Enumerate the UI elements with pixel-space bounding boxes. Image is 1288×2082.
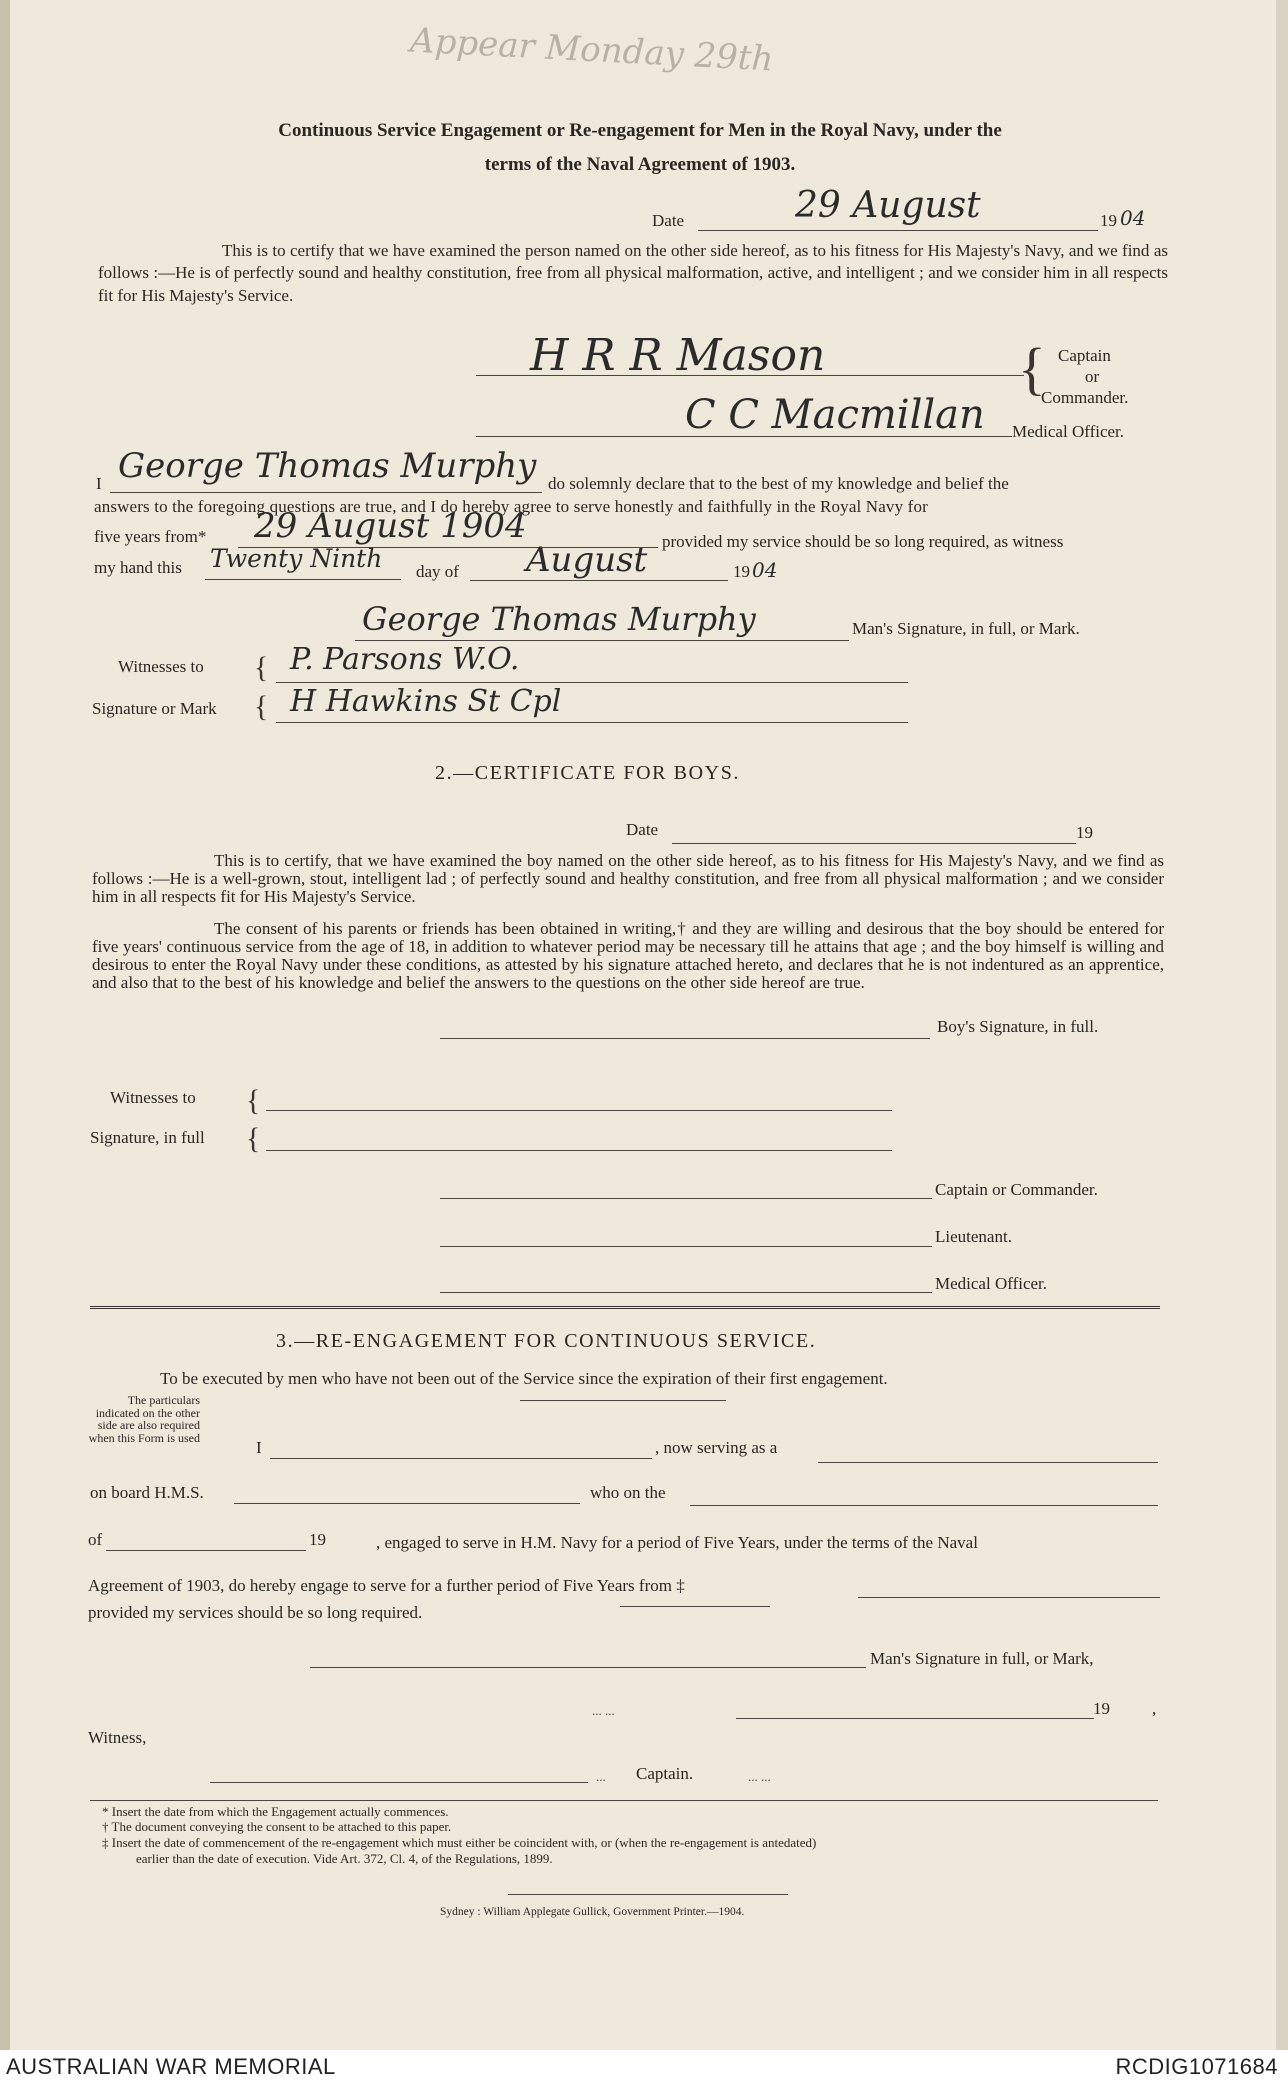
agreement-date-line bbox=[858, 1597, 1160, 1598]
side-note: The particulars indicated on the other side are also required when this Form is used bbox=[88, 1393, 200, 1445]
medical-officer-signature: C C Macmillan bbox=[685, 392, 985, 438]
declarant-name: George Thomas Murphy bbox=[118, 446, 537, 486]
boys-signature-in-full-label: Signature, in full bbox=[90, 1128, 205, 1147]
boys-date-label: Date bbox=[626, 820, 659, 839]
boys-certificate-paragraph2: The consent of his parents or friends has been obtained in writing,† and they are willing and desirous that the boy should be entered for five years' continuous service from the age of 18, in addition to whatever period may be necessary till he attains that age ; and the boy himself is willing and desirous to enter the Royal Navy under these conditions, as attested by his signature attached hereto, and declares that he is not indentured as an apprentice, and also that to the best of his knowledge and belief the answers to the questions on the other side hereof are true. bbox=[92, 919, 1164, 993]
reengage-date-dots: ... ... bbox=[592, 1703, 615, 1718]
boys-medical-officer-label: Medical Officer. bbox=[935, 1274, 1048, 1293]
reengage-captain-dots-after: ... ... bbox=[748, 1769, 771, 1784]
witness-2-signature: H Hawkins St Cpl bbox=[290, 684, 562, 719]
boys-certificate-paragraph1: This is to certify, that we have examined the boy named on the other side hereof, as to his fitness for His Majesty's Navy, and we find as follows :—He is a well-grown, stout, intelligent lad ; of perfectly sound and healthy constitution, and free from all physical malformation ; and we consider him in all respects fit for His Majesty's Service. bbox=[92, 851, 1164, 907]
boys-signature-label: Boy's Signature, in full. bbox=[937, 1017, 1099, 1036]
reengage-man-signature-label: Man's Signature in full, or Mark, bbox=[870, 1649, 1094, 1668]
section-divider bbox=[90, 1306, 1160, 1309]
boys-witness-brace-1: { bbox=[246, 1084, 261, 1117]
boys-lieutenant-label: Lieutenant. bbox=[935, 1227, 1012, 1246]
reengage-i-label: I bbox=[256, 1438, 262, 1457]
boys-witness-2-line bbox=[266, 1150, 892, 1151]
footnote-1: * Insert the date from which the Engagement actually commences. bbox=[102, 1804, 449, 1819]
boys-date-line bbox=[672, 843, 1076, 844]
boys-signature-line bbox=[440, 1038, 930, 1039]
archive-source: AUSTRALIAN WAR MEMORIAL bbox=[6, 2054, 336, 2079]
intro-short-rule bbox=[520, 1400, 726, 1401]
footnote-rule bbox=[90, 1800, 1158, 1801]
witness-1-line bbox=[276, 682, 908, 683]
captain-signature-line bbox=[476, 375, 1024, 376]
medical-officer-line bbox=[476, 436, 1012, 437]
reengage-date-line bbox=[736, 1718, 1094, 1719]
declaration-line2: answers to the foregoing questions are true, and I do hereby agree to serve honestly and faithfully in the Royal Navy for bbox=[94, 497, 928, 516]
agreement-date-line-2 bbox=[620, 1606, 770, 1607]
footnote-3: ‡ Insert the date of commencement of the re-engagement which must either be coincident with, or (when the re-engagement is antedated) bbox=[102, 1835, 817, 1850]
pencil-note: Appear Monday 29th bbox=[409, 20, 775, 80]
fitness-certificate-text: This is to certify that we have examined the person named on the other side hereof, as to his fitness for His Majesty's Navy, and we find as follows :—He is of perfectly sound and healthy constitution, free from all physical malformation, active, and intelligent ; and we consider him in all respects fit for His Majesty's Service. bbox=[98, 241, 1168, 305]
witness-brace-1: { bbox=[254, 651, 269, 684]
my-hand-this: my hand this bbox=[94, 558, 182, 577]
day-line bbox=[205, 579, 401, 580]
reengage-man-signature-line bbox=[310, 1667, 866, 1668]
declaration-line1: do solemnly declare that to the best of my knowledge and belief the bbox=[548, 474, 1009, 493]
day-handwritten: Twenty Ninth bbox=[210, 544, 383, 573]
reengage-witness-label: Witness, bbox=[88, 1728, 147, 1747]
day-of: day of bbox=[416, 562, 459, 581]
boys-date-year: 19 bbox=[1076, 823, 1093, 842]
on-board-line bbox=[234, 1503, 580, 1504]
date-handwritten: 29 August bbox=[795, 185, 981, 226]
declaration-i: I bbox=[96, 474, 102, 493]
boys-medical-officer-line bbox=[440, 1292, 932, 1293]
year-handwritten: 04 bbox=[752, 558, 778, 582]
footnote-3b: earlier than the date of execution. Vide Art. 372, Cl. 4, of the Regulations, 1899. bbox=[136, 1851, 553, 1866]
medical-officer-label: Medical Officer. bbox=[1012, 422, 1125, 441]
witness-brace-2: { bbox=[254, 690, 269, 723]
man-signature: George Thomas Murphy bbox=[362, 600, 756, 638]
reengagement-heading: 3.—RE-ENGAGEMENT FOR CONTINUOUS SERVICE. bbox=[276, 1330, 817, 1352]
commander-label: Commander. bbox=[1041, 388, 1129, 407]
date-year-handwritten: 04 bbox=[1120, 206, 1146, 230]
captain-label: Captain bbox=[1058, 346, 1111, 365]
year-prefix: 19 bbox=[733, 562, 750, 581]
who-on-the-line bbox=[690, 1505, 1158, 1506]
date-label: Date bbox=[652, 211, 685, 230]
reengage-captain-label: Captain. bbox=[636, 1764, 694, 1783]
engaged-text: , engaged to serve in H.M. Navy for a period of Five Years, under the terms of the Naval bbox=[376, 1533, 978, 1552]
printer-rule bbox=[508, 1894, 788, 1895]
printer-imprint: Sydney : William Applegate Gullick, Government Printer.—1904. bbox=[440, 1906, 745, 1918]
date-line bbox=[698, 230, 1098, 231]
boys-witness-1-line bbox=[266, 1110, 892, 1111]
now-serving-line bbox=[818, 1462, 1158, 1463]
archive-id: RCDIG1071684 bbox=[1115, 2054, 1278, 2079]
boys-captain-label: Captain or Commander. bbox=[935, 1180, 1098, 1199]
reengage-witness-line bbox=[210, 1782, 588, 1783]
boys-certificate-heading: 2.—CERTIFICATE FOR BOYS. bbox=[435, 762, 741, 784]
reengage-date-comma: , bbox=[1152, 1699, 1157, 1718]
archive-footer bbox=[0, 2050, 1288, 2082]
footnote-2: † The document conveying the consent to be attached to this paper. bbox=[102, 1819, 452, 1834]
reengagement-intro: To be executed by men who have not been out of the Service since the expiration of their first engagement. bbox=[160, 1369, 888, 1388]
month-line bbox=[470, 580, 728, 581]
agreement-text: Agreement of 1903, do hereby engage to serve for a further period of Five Years from ‡ bbox=[88, 1576, 685, 1595]
of-year-prefix: 19 bbox=[309, 1530, 326, 1549]
or-label: or bbox=[1085, 367, 1100, 386]
boys-witness-brace-2: { bbox=[246, 1122, 261, 1155]
witness-2-line bbox=[276, 722, 908, 723]
signature-or-mark-label: Signature or Mark bbox=[92, 699, 217, 718]
reengage-name-line bbox=[270, 1458, 652, 1459]
boys-lieutenant-line bbox=[440, 1246, 932, 1247]
man-signature-line bbox=[355, 640, 849, 641]
now-serving-label: , now serving as a bbox=[655, 1438, 778, 1457]
on-board-label: on board H.M.S. bbox=[90, 1483, 204, 1502]
service-start-date: 29 August 1904 bbox=[254, 506, 527, 546]
provided-services-text: provided my services should be so long required. bbox=[88, 1603, 423, 1622]
reengage-captain-dots: ... bbox=[596, 1769, 606, 1784]
declarant-name-line bbox=[110, 492, 542, 493]
provided-text: provided my service should be so long required, as witness bbox=[662, 532, 1064, 551]
of-line bbox=[106, 1550, 306, 1551]
of-label: of bbox=[88, 1530, 103, 1549]
form-title-line2: terms of the Naval Agreement of 1903. bbox=[484, 154, 796, 175]
reengage-date-year: 19 bbox=[1093, 1699, 1110, 1718]
witness-1-signature: P. Parsons W.O. bbox=[290, 642, 520, 677]
captain-brace: { bbox=[1018, 336, 1046, 401]
captain-signature: H R R Mason bbox=[530, 330, 826, 381]
five-years-from: five years from* bbox=[94, 527, 207, 546]
date-year-printed: 19 bbox=[1100, 211, 1117, 230]
boys-captain-line bbox=[440, 1198, 932, 1199]
who-on-the-label: who on the bbox=[590, 1483, 666, 1502]
witnesses-to-label: Witnesses to bbox=[118, 657, 204, 676]
month-handwritten: August bbox=[526, 540, 648, 580]
boys-witnesses-to-label: Witnesses to bbox=[110, 1088, 196, 1107]
form-title-line1: Continuous Service Engagement or Re-engagement for Men in the Royal Navy, under the bbox=[278, 120, 1002, 141]
man-signature-label: Man's Signature, in full, or Mark. bbox=[852, 619, 1080, 638]
